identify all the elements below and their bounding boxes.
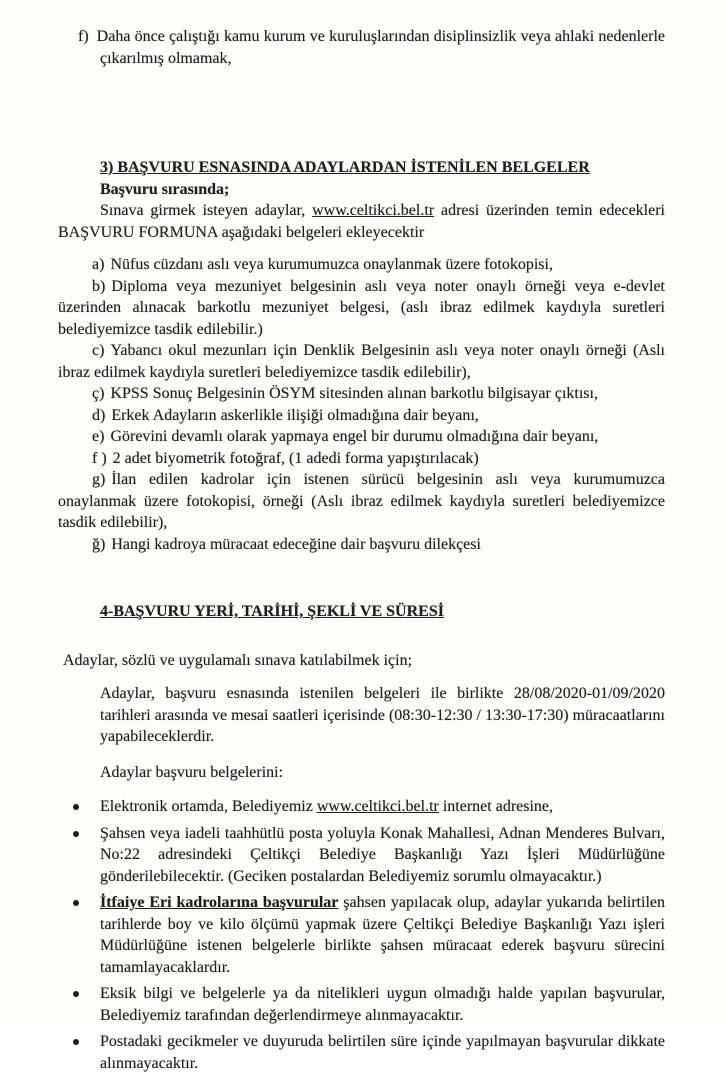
section4-list-label: Adaylar başvuru belgelerini: [100, 763, 284, 781]
doc-item-d-marker: d) [92, 406, 106, 424]
application-methods-list [58, 796, 665, 1074]
doc-item-g-text: İlan edilen kadrolar için istenen sürücü belgesinin aslı veya kurumumuzca onaylanmak üzere fotokopisi, örneği (Aslı ibraz edilmek kaydıyla suretleri belediyemizce tasdik edilebilir), [58, 471, 665, 531]
bullet-electronic [58, 796, 665, 818]
doc-item-c-marker: c) [92, 342, 105, 359]
doc-item-b [58, 276, 665, 341]
doc-item-gg-marker: ğ) [92, 535, 106, 553]
doc-item-a-marker: a) [92, 256, 105, 273]
bullet-late [58, 1031, 665, 1074]
bullet-late-text: Postadaki gecikmeler ve duyuruda belirtilen süre içinde yapılmayan başvurular dikkate alınmayacaktır. [100, 1033, 665, 1072]
required-documents-list [58, 254, 665, 555]
clause-f-text: Daha önce çalıştığı kamu kurum ve kuruluşlarından disiplinsizlik veya ahlaki nedenlerle çıkarılmış olmamak, [96, 28, 665, 67]
doc-item-f-text: 2 adet biyometrik fotoğraf, (1 adedi forma yapıştırılacak) [112, 449, 479, 467]
section3-subheading: Başvuru sırasında; [100, 180, 230, 198]
bullet-firefighter [58, 892, 665, 978]
doc-item-c-text: Yabancı okul mezunları için Denklik Belgesinin aslı veya noter onaylı örneği (Aslı ibraz edilmek kaydıyla suretleri belediyemizce tasdik edilebilir), [58, 342, 665, 381]
doc-item-cc-text: KPSS Sonuç Belgesinin ÖSYM sitesinden alınan barkotlu bilgisayar çıktısı, [110, 385, 598, 402]
doc-item-b-text: Diploma veya mezuniyet belgesinin aslı veya noter onaylı örneği veya e-devlet üzerinden alınacak barkotlu mezuniyet belgesi, (aslı ibraz edilmek kaydıyla suretleri belediyemizce tasdik edilebilir.) [58, 277, 665, 338]
section3-intro-pre: Sınava girmek isteyen adaylar, [100, 202, 313, 219]
bullet-incomplete-text: Eksik bilgi ve belgelerle ya da nitelikleri uygun olmadığı halde yapılan başvurular, Belediyemiz tarafından değerlendirmeye alınmayacaktır. [100, 985, 665, 1024]
bullet-firefighter-emphasis: İtfaiye Eri kadrolarına başvurular [100, 894, 339, 911]
section3-intro [58, 200, 665, 243]
doc-item-cc-marker: ç) [92, 385, 105, 402]
doc-item-d [58, 405, 665, 427]
doc-item-f [58, 448, 665, 470]
doc-item-a [58, 254, 665, 276]
doc-item-a-text: Nüfus cüzdanı aslı veya kurumumuzca onaylanmak üzere fotokopisi, [110, 256, 553, 273]
bullet-postal-text: Şahsen veya iadeli taahhütlü posta yoluyla Konak Mahallesi, Adnan Menderes Bulvarı, No:22 adresindeki Çeltikçi Belediye Başkanlığı Yazı İşleri Müdürlüğüne gönderilebilecektir. (Geciken postalardan Belediyemiz sorumlu olmayacaktır.) [100, 824, 665, 885]
doc-item-b-marker: b) [92, 277, 106, 295]
bullet-postal [58, 823, 665, 888]
doc-item-g-marker: g) [92, 471, 106, 488]
doc-item-e-marker: e) [92, 428, 105, 445]
bullet-electronic-post: internet adresine, [438, 798, 554, 815]
bullet-firefighter-text: şahsen yapılacak olup, adaylar yukarıda belirtilen tarihlerde boy ve kilo ölçümü yapmak üzere Çeltikçi Belediye Başkanlığı Yazı işleri Müdürlüğüne istenen belgelerle birlikte şahsen müracaat ederek başvuru sürecini tamamlayacaklardır. [100, 894, 665, 976]
doc-item-g [58, 469, 665, 534]
doc-item-c [58, 340, 665, 383]
section4-intro: Adaylar, sözlü ve uygulamalı sınava katılabilmek için; [63, 651, 413, 669]
doc-item-gg [58, 534, 665, 556]
doc-item-gg-text: Hangi kadroya müracaat edeceğine dair başvuru dilekçesi [111, 535, 481, 553]
doc-item-f-marker: f ) [92, 449, 107, 467]
doc-item-d-text: Erkek Adayların askerlikle ilişiği olmadığına dair beyanı, [111, 406, 479, 424]
section3-heading: 3) BAŞVURU ESNASINDA ADAYLARDAN İSTENİLEN BELGELER [100, 159, 590, 176]
section3-intro-post: adresi üzerinden temin edecekleri BAŞVURU FORMUNA aşağıdaki belgeleri ekleyecektir [58, 202, 665, 241]
doc-item-e [58, 426, 665, 448]
clause-f [58, 26, 665, 69]
section4-heading: 4-BAŞVURU YERİ, TARİHİ, ŞEKLİ VE SÜRESİ [100, 603, 444, 620]
website-link: www.celtikci.bel.tr [312, 202, 435, 219]
bullet-incomplete [58, 983, 665, 1026]
bullet-electronic-pre: Elektronik ortamda, Belediyemiz [100, 798, 317, 815]
section4-dates-paragraph: Adaylar, başvuru esnasında istenilen belgeleri ile birlikte 28/08/2020-01/09/2020 tarihleri arasında ve mesai saatleri içerisinde (08:30-12:30 / 13:30-17:30) müracaatlarını yapabileceklerdir. [100, 685, 665, 745]
doc-item-e-text: Görevini devamlı olarak yapmaya engel bir durumu olmadığına dair beyanı, [110, 428, 599, 445]
doc-item-cc [58, 383, 665, 405]
clause-f-marker: f) [78, 28, 89, 45]
website-link-2: www.celtikci.bel.tr [316, 798, 439, 815]
